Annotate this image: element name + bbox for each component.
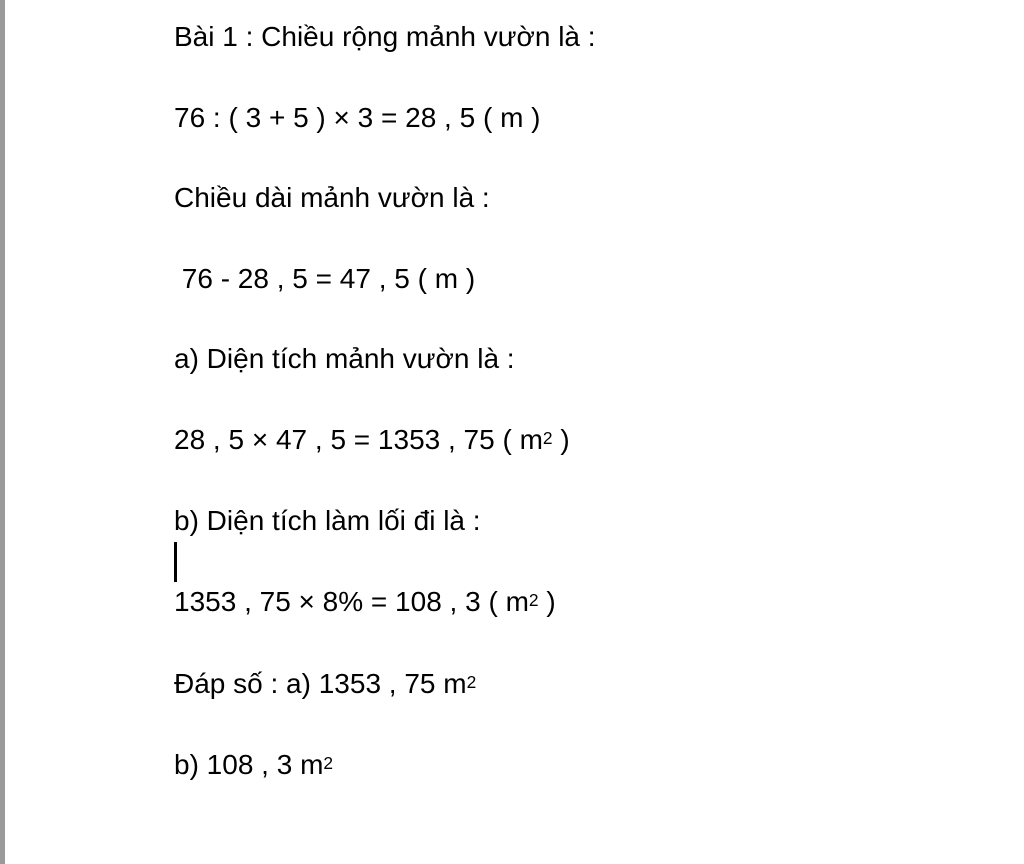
path-exponent: 2 [528,590,539,610]
length-heading-text: Chiều dài mảnh vườn là : [174,182,490,213]
length-heading-line [174,181,490,215]
length-calculation-text: 76 - 28 , 5 = 47 , 5 ( m ) [174,263,476,294]
area-heading-line [174,342,515,376]
area-heading-text: a) Diện tích mảnh vườn là : [174,343,515,374]
path-heading-text: b) Diện tích làm lối đi là : [174,505,481,536]
answer-a-exponent: 2 [466,672,477,692]
area-close-paren: ) [552,424,570,455]
path-close-paren: ) [538,586,556,617]
answer-line-a [174,667,476,701]
width-calculation-text: 76 : ( 3 + 5 ) × 3 = 28 , 5 ( m ) [174,102,541,133]
length-calculation-line [174,262,475,296]
width-calculation-line [174,101,541,135]
answer-line-b [174,748,333,782]
problem-title-text: Bài 1 : Chiều rộng mảnh vườn là : [174,21,596,52]
area-calculation-text: 28 , 5 × 47 , 5 = 1353 , 75 ( m [174,424,543,455]
path-heading-line [174,504,481,538]
answer-b-text: b) 108 , 3 m [174,749,324,780]
problem-title-line [174,20,596,54]
answer-a-text: Đáp số : a) 1353 , 75 m [174,668,467,699]
answer-b-exponent: 2 [323,753,334,773]
path-calculation-line [174,585,556,619]
text-cursor [174,542,177,582]
path-calculation-text: 1353 , 75 × 8% = 108 , 3 ( m [174,586,529,617]
area-calculation-line [174,423,570,457]
area-exponent: 2 [542,428,553,448]
